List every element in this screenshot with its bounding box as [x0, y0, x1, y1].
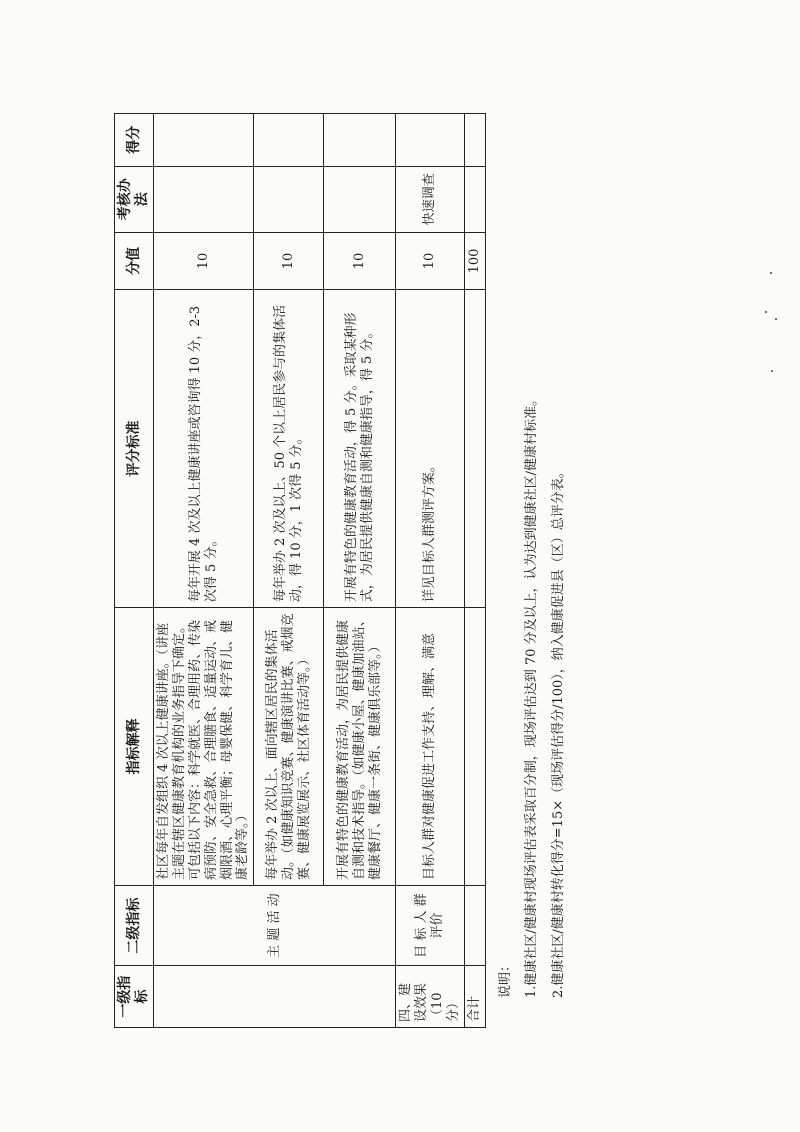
header-points: 分值 [115, 232, 154, 289]
total-label: 合计 [464, 966, 485, 1028]
total-empty [464, 114, 485, 167]
points-cell: 10 [324, 232, 396, 289]
total-row [464, 114, 485, 1028]
points-cell: 10 [154, 232, 254, 289]
level1-effect: 四、建设效果（10 分） [396, 966, 464, 1028]
method-cell [154, 166, 254, 232]
scan-speck [765, 311, 767, 313]
total-empty [464, 166, 485, 232]
criteria-cell: 开展有特色的健康教育活动，得 5 分。采取某种形式，为居民提供健康自测和健康指导，得 5 分。 [324, 290, 396, 608]
score-cell [324, 114, 396, 167]
header-criteria: 评分标准 [115, 290, 154, 608]
header-method: 考核办法 [115, 166, 154, 232]
header-explanation: 指标解释 [115, 608, 154, 886]
points-cell: 10 [396, 232, 464, 289]
criteria-cell: 每年举办 2 次及以上、50 个以上居民参与的集体活动，得 10 分，1 次得 5 分。 [254, 290, 324, 608]
criteria-cell: 每年开展 4 次及以上健康讲座或咨询得 10 分，2-3 次得 5 分。 [154, 290, 254, 608]
criteria-cell: 详见目标人群测评方案。 [396, 290, 464, 608]
points-cell: 10 [254, 232, 324, 289]
score-cell [154, 114, 254, 167]
header-level2: 二级指标 [115, 885, 154, 965]
scan-speck [770, 272, 772, 274]
score-cell [254, 114, 324, 167]
table-row [154, 114, 254, 1028]
total-empty [464, 290, 485, 608]
score-cell [396, 114, 464, 167]
notes-title: 说明： [498, 958, 513, 998]
method-cell [254, 166, 324, 232]
level2-theme-activities: 主 题 活 动 [154, 885, 396, 965]
explanation-cell: 开展有特色的健康教育活动，为居民提供健康自测和技术指导。（如健康小屋、健康加油站、健康餐厅、健康一条街、健康俱乐部等。） [324, 608, 396, 886]
note-item: 2.健康社区/健康村转化得分=15×（现场评估得分/100），纳入健康促进县（区）总评分表。 [551, 465, 566, 998]
header-level1: 一级指标 [115, 966, 154, 1028]
scan-speck [775, 318, 777, 320]
method-cell [324, 166, 396, 232]
method-cell: 快速调查 [396, 166, 464, 232]
total-points: 100 [464, 232, 485, 289]
scoring-table [114, 113, 486, 1028]
header-row [115, 114, 154, 1028]
explanation-cell: 社区每年自发组织 4 次以上健康讲座。（讲座主题在辖区健康教育机构的业务指导下确定。可包括以下内容：科学就医、合理用药、传染病预防、安全急救、合理膳食、适量运动、戒烟限酒、心理平衡；母婴保健、科学育儿、健康老龄等。） [154, 608, 254, 886]
header-score: 得分 [115, 114, 154, 167]
total-empty [464, 885, 485, 965]
note-item: 1.健康社区/健康村现场评估表采取百分制，现场评估达到 70 分及以上，认为达到健康社区/健康村标准。 [524, 393, 539, 998]
explanation-cell: 每年举办 2 次以上、面向辖区居民的集体活动。（如健康知识竞赛、健康演讲比赛、戒烟竞赛、健康展览展示、社区体育活动等。） [254, 608, 324, 886]
level1-cell-empty [154, 966, 396, 1028]
scan-speck [771, 370, 773, 372]
effect-row [396, 114, 464, 1028]
level2-target-evaluation: 目 标 人 群评价 [396, 885, 464, 965]
total-empty [464, 608, 485, 886]
explanation-cell: 目标人群对健康促进工作支持、理解、满意 [396, 608, 464, 886]
